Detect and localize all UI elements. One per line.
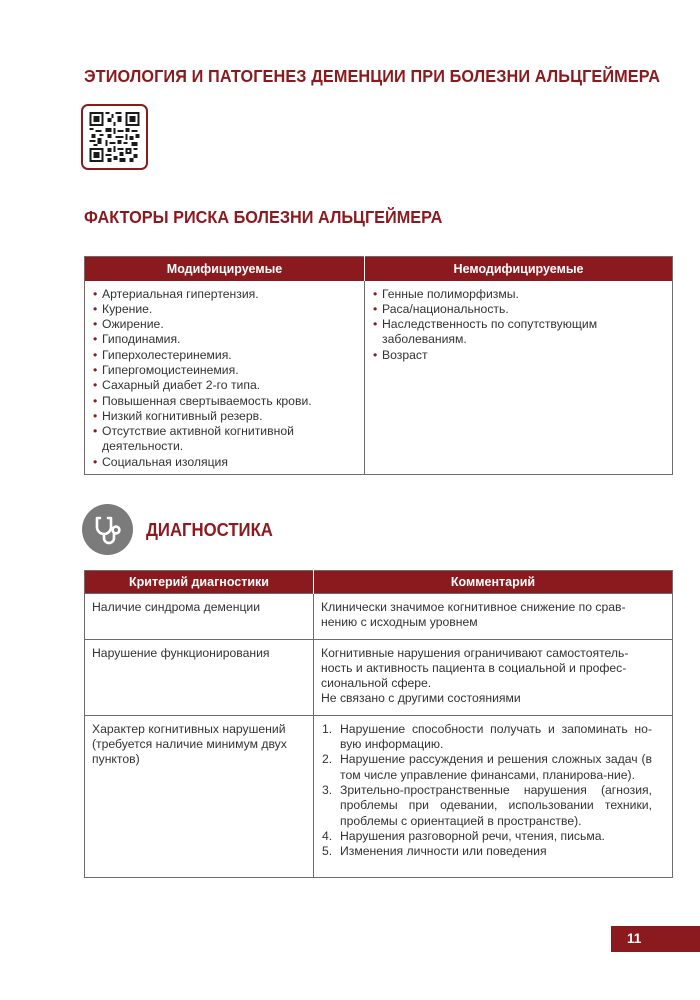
- criteria-list: [322, 722, 652, 860]
- list-item: 3. Зрительно-пространственные нарушения (агнозия, проблемы при одевании, использовании техники, проблемы с ориентацией в пространстве).: [322, 782, 652, 828]
- risk-factors-heading: ФАКТОРЫ РИСКА БОЛЕЗНИ АЛЬЦГЕЙМЕРА: [84, 207, 443, 227]
- list-item: • Раса/национальность.: [373, 302, 664, 317]
- list-item: • Артериальная гипертензия.: [93, 287, 356, 302]
- col-header-comment: Комментарий: [314, 571, 673, 594]
- criterion-cell: Характер когнитивных нарушений (требуется наличие минимум двух пунктов): [85, 715, 314, 878]
- criterion-cell: Нарушение функционирования: [85, 639, 314, 715]
- col-header-criterion: Критерий диагностики: [85, 571, 314, 594]
- table-row: [85, 594, 673, 640]
- list-item: • Возраст: [373, 348, 664, 363]
- table-row: [85, 715, 673, 878]
- list-item: • Наследственность по сопутствующим заболеваниям.: [373, 317, 664, 348]
- diagnostic-criteria-table: [84, 570, 673, 878]
- stethoscope-icon: [82, 504, 133, 555]
- comment-cell: [314, 639, 673, 715]
- list-item: • Гиподинамия.: [93, 332, 356, 347]
- list-item: • Курение.: [93, 302, 356, 317]
- diagnostics-heading: ДИАГНОСТИКА: [146, 520, 273, 540]
- list-item: 2. Нарушение рассуждения и решения сложных задач (в том числе управление финансами, планирова-ние).: [322, 752, 652, 782]
- list-item: • Гиперхолестеринемия.: [93, 348, 356, 363]
- comment-cell: [314, 715, 673, 878]
- qr-code-icon[interactable]: [81, 104, 148, 170]
- comment-text: Когнитивные нарушения ограничивают самостоятель-ность и активность пациента в социальной и профес-сиональной сфере.: [321, 645, 629, 691]
- col-header-nonmodifiable: Немодифицируемые: [365, 257, 673, 281]
- page-number: 11: [611, 926, 700, 952]
- modifiable-list-cell: [85, 281, 365, 475]
- list-item: • Сахарный диабет 2-го типа.: [93, 378, 356, 393]
- list-item: 5. Изменения личности или поведения: [322, 844, 547, 859]
- list-item: • Генные полиморфизмы.: [373, 287, 664, 302]
- list-item: • Социальная изоляция: [93, 455, 356, 470]
- list-item: • Ожирение.: [93, 317, 356, 332]
- nonmodifiable-list: [373, 287, 664, 363]
- list-item: • Низкий когнитивный резерв.: [93, 409, 356, 424]
- table-row: [85, 639, 673, 715]
- list-item: 4. Нарушения разговорной речи, чтения, письма.: [322, 828, 605, 843]
- modifiable-list: [93, 287, 356, 471]
- list-item: • Отсутствие активной когнитивной деятельности.: [93, 424, 356, 455]
- comment-text: Не связано с другими состояниями: [321, 691, 521, 706]
- page-title: ЭТИОЛОГИЯ И ПАТОГЕНЕЗ ДЕМЕНЦИИ ПРИ БОЛЕЗНИ АЛЬЦГЕЙМЕРА: [84, 66, 661, 86]
- risk-factors-table: [84, 256, 673, 475]
- list-item: • Повышенная свертываемость крови.: [93, 394, 356, 409]
- comment-cell: Клинически значимое когнитивное снижение по срав-нению с исходным уровнем: [314, 594, 673, 640]
- nonmodifiable-list-cell: [365, 281, 673, 475]
- list-item: • Гипергомоцистеинемия.: [93, 363, 356, 378]
- col-header-modifiable: Модифицируемые: [85, 257, 365, 281]
- criterion-cell: Наличие синдрома деменции: [85, 594, 314, 640]
- list-item: 1. Нарушение способности получать и запоминать но-вую информацию.: [322, 721, 652, 752]
